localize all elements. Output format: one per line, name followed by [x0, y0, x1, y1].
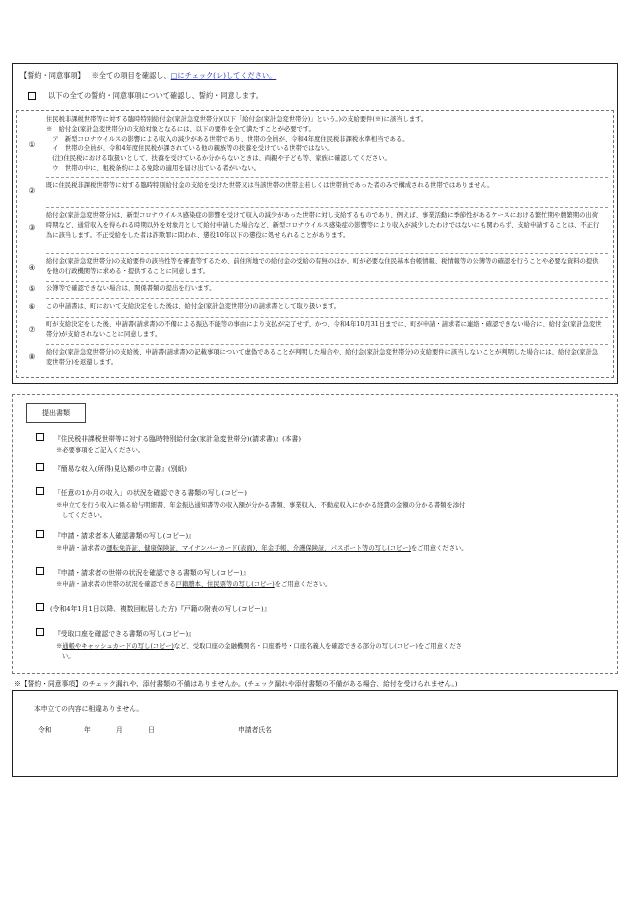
divider	[46, 298, 608, 299]
doc-bank-account-note: い。	[62, 653, 75, 660]
pledge-heading-row	[20, 71, 276, 81]
doc-household-note-underlined: 戸籍謄本、住民票等の写し(コピー)	[175, 581, 275, 588]
declaration-statement: 本申立ての内容に相違ありません。	[34, 705, 144, 713]
pledge-item-3-number: ③	[28, 223, 36, 232]
applicant-name-label: 申請者氏名	[238, 726, 272, 734]
doc-monthly-income-note: ※申立てを行う収入に係る給与明細書、年金振込通知書等の収入額が分かる書類、事業収入、不動産収入にかかる経費の金額の分かる書類を添付	[56, 502, 466, 509]
agree-all-checkbox[interactable]	[28, 92, 36, 100]
doc-monthly-income-note: してください。	[62, 512, 107, 519]
doc-family-register-title: (令和4年1月1日以降、複数回転居した方)『戸籍の附表の写し(コピー)』	[50, 605, 271, 613]
doc-identity-note-underlined: 運転免許証、健康保険証、マイナンバーカード(表面)、年金手帳、介護保険証、パスポート等の写し(コピー)	[106, 545, 411, 552]
pledge-item-2-number: ②	[28, 186, 36, 195]
pledge-instruction-highlight: □にチェック(レ)してください。	[170, 71, 277, 80]
doc-household-title: 『申請・請求者の世帯の状況を確認できる書類の写し(コピー)』	[54, 569, 250, 577]
doc-checkbox-identity[interactable]	[36, 530, 44, 538]
doc-household-note-prefix: ※申請・請求者の世帯の状況を確認できる	[56, 581, 176, 588]
date-year-label: 年	[84, 726, 91, 734]
pledge-heading: 【誓約・同意事項】	[20, 71, 85, 80]
doc-checkbox-household[interactable]	[36, 567, 44, 575]
doc-household-note	[56, 580, 331, 590]
pledge-item-5-number: ⑤	[28, 284, 36, 293]
pledge-item-5: 公簿等で確認できない場合は、関係書類の提出を行います。	[46, 285, 216, 292]
pledge-item-8: 給付金(家計急変世帯分)の支給後、申請書(請求書)の記載事項について虚偽であることが判明した場合や、給付金(家計急変世帯分)の支給要件に該当しないことが判明した場合には、給付金(家計急変世帯分)を返還します。	[46, 349, 599, 366]
doc-checkbox-income-estimate[interactable]	[36, 463, 44, 471]
divider	[46, 344, 608, 345]
doc-bank-account-note-suffix: など、受取口座の金融機関名・口座番号・口座名義人を確認できる部分の写し(コピー)をご用意くださ	[173, 643, 462, 650]
divider	[46, 281, 608, 282]
doc-identity-note-prefix: ※申請・請求者の	[56, 545, 107, 552]
doc-bank-account-note-prefix: ※	[56, 643, 63, 650]
pledge-item-1-line: 住民税非課税世帯等に対する臨時特別給付金(家計急変世帯分)(以下「給付金(家計急変世帯分)」という。)の支給要件(※)に該当します。	[46, 116, 428, 123]
pledge-item-3: 給付金(家計急変世帯分)は、新型コロナウイルス感染症の影響を受けて収入の減少があった世帯に対し支給するものであり、例えば、事業活動に季節性があるケースにおける繁忙期や農繁期の出荷時期など、通常収入を得られる時期以外を対象月として給付申請した場合など、新型コロナウイルス感染症の影響等により収入が減少したわけではないにも関わらず、支給申請することは、不正行為に該当します。不正受給をした者は詐欺罪に問われ、懲役10年以下の懲役に処せられることがあります。	[46, 212, 600, 239]
doc-bank-account-note-underlined: 通帳やキャッシュカードの写し(コピー)	[62, 643, 174, 650]
pledge-item-1	[46, 115, 604, 174]
date-era-label: 令和	[38, 726, 52, 734]
pledge-item-4: 給付金(家計急変世帯分)の支給要件の該当性等を審査等するため、前住所地での給付金の受給の有無のほか、町が必要な住民基本台帳情報、税情報等の公簿等の確認を行うことや必要な資料の提供を他の行政機関等に求める・提供することに同意します。	[46, 258, 599, 275]
doc-monthly-income-title: 「任意の1か月の収入」の状況を確認できる書類の写し(コピー)	[54, 489, 247, 497]
pledge-item-1-line: (注)住民税における取扱いとして、扶養を受けているか分からないときは、両親や子ども等、家族に確認してください。	[46, 155, 391, 163]
pledge-item-8-number: ⑧	[28, 352, 36, 361]
divider	[46, 317, 608, 318]
divider	[46, 253, 608, 254]
pledge-item-1-line: ※ 給付金(家計急変世帯分)の支給対象となるには、以下の要件を全て満たすことが必要です。	[46, 125, 315, 133]
doc-application-title: 『住民税非課税世帯等に対する臨時特別給付金(家計急変世帯分)(請求書)』(本書)	[54, 435, 302, 443]
divider	[46, 207, 608, 208]
doc-checkbox-family-register[interactable]	[36, 603, 44, 611]
doc-application-note: ※必要事項をご記入ください。	[56, 447, 145, 454]
pledge-item-6: この申請書は、町において支給決定をした後は、給付金(家計急変世帯分)の請求書として取り扱います。	[46, 303, 341, 310]
checklist-reminder: ※【誓約・同意事項】のチェック漏れや、添付書類の不備はありませんか。(チェック漏れや添付書類の不備がある場合、給付を受けられません。)	[14, 680, 458, 688]
doc-checkbox-monthly-income[interactable]	[36, 487, 44, 495]
documents-tag: 提出書類	[26, 403, 86, 423]
pledge-instruction: ※全ての項目を確認し、	[91, 71, 171, 80]
pledge-item-1-line: ウ 世帯の中に、租税条約による免除の適用を届け出ている者がいない。	[46, 164, 261, 172]
doc-household-note-suffix: をご用意ください。	[274, 581, 332, 588]
doc-bank-account-note	[56, 642, 462, 652]
pledge-item-2: 既に住民税非課税世帯等に対する臨時特別給付金の支給を受けた世帯又は当該世帯の世帯主若しくは世帯員であった者のみで構成される世帯ではありません。	[46, 182, 494, 189]
pledge-item-1-number: ①	[28, 140, 36, 149]
pledge-item-7-number: ⑦	[28, 325, 36, 334]
pledge-item-1-line: ア 新型コロナウイルスの影響による収入の減少がある世帯であり、世帯の全員が、令和4年度住民税非課税水準相当である。	[46, 135, 409, 143]
divider	[46, 177, 608, 178]
doc-checkbox-application[interactable]	[36, 433, 44, 441]
date-month-label: 月	[116, 726, 123, 734]
doc-checkbox-bank-account[interactable]	[36, 628, 44, 636]
date-day-label: 日	[148, 726, 155, 734]
doc-identity-note	[56, 544, 468, 554]
pledge-item-7: 町が支給決定をした後、申請書(請求書)の不備による振込不能等の事由により支払が完了せず、かつ、令和4年10月31日までに、町が申請・請求者に連絡・確認できない場合に、給付金(家計急変世帯分)が支給されないことに同意します。	[46, 321, 602, 338]
pledge-item-6-number: ⑥	[28, 302, 36, 311]
pledge-item-4-number: ④	[28, 263, 36, 272]
pledge-item-1-line: イ 世帯の全員が、令和4年度住民税が課されている他の親族等の扶養を受けている世帯ではない。	[46, 145, 334, 153]
doc-income-estimate-title: 『簡易な収入(所得)見込額の申立書』(別紙)	[54, 465, 187, 473]
doc-bank-account-title: 『受取口座を確認できる書類の写し(コピー)』	[54, 630, 195, 638]
agree-all-label: 以下の全ての誓約・同意事項について確認し、誓約・同意します。	[48, 91, 263, 100]
doc-identity-title: 『申請・請求者本人確認書類の写し(コピー)』	[54, 532, 195, 540]
doc-identity-note-suffix: をご用意ください。	[410, 545, 468, 552]
